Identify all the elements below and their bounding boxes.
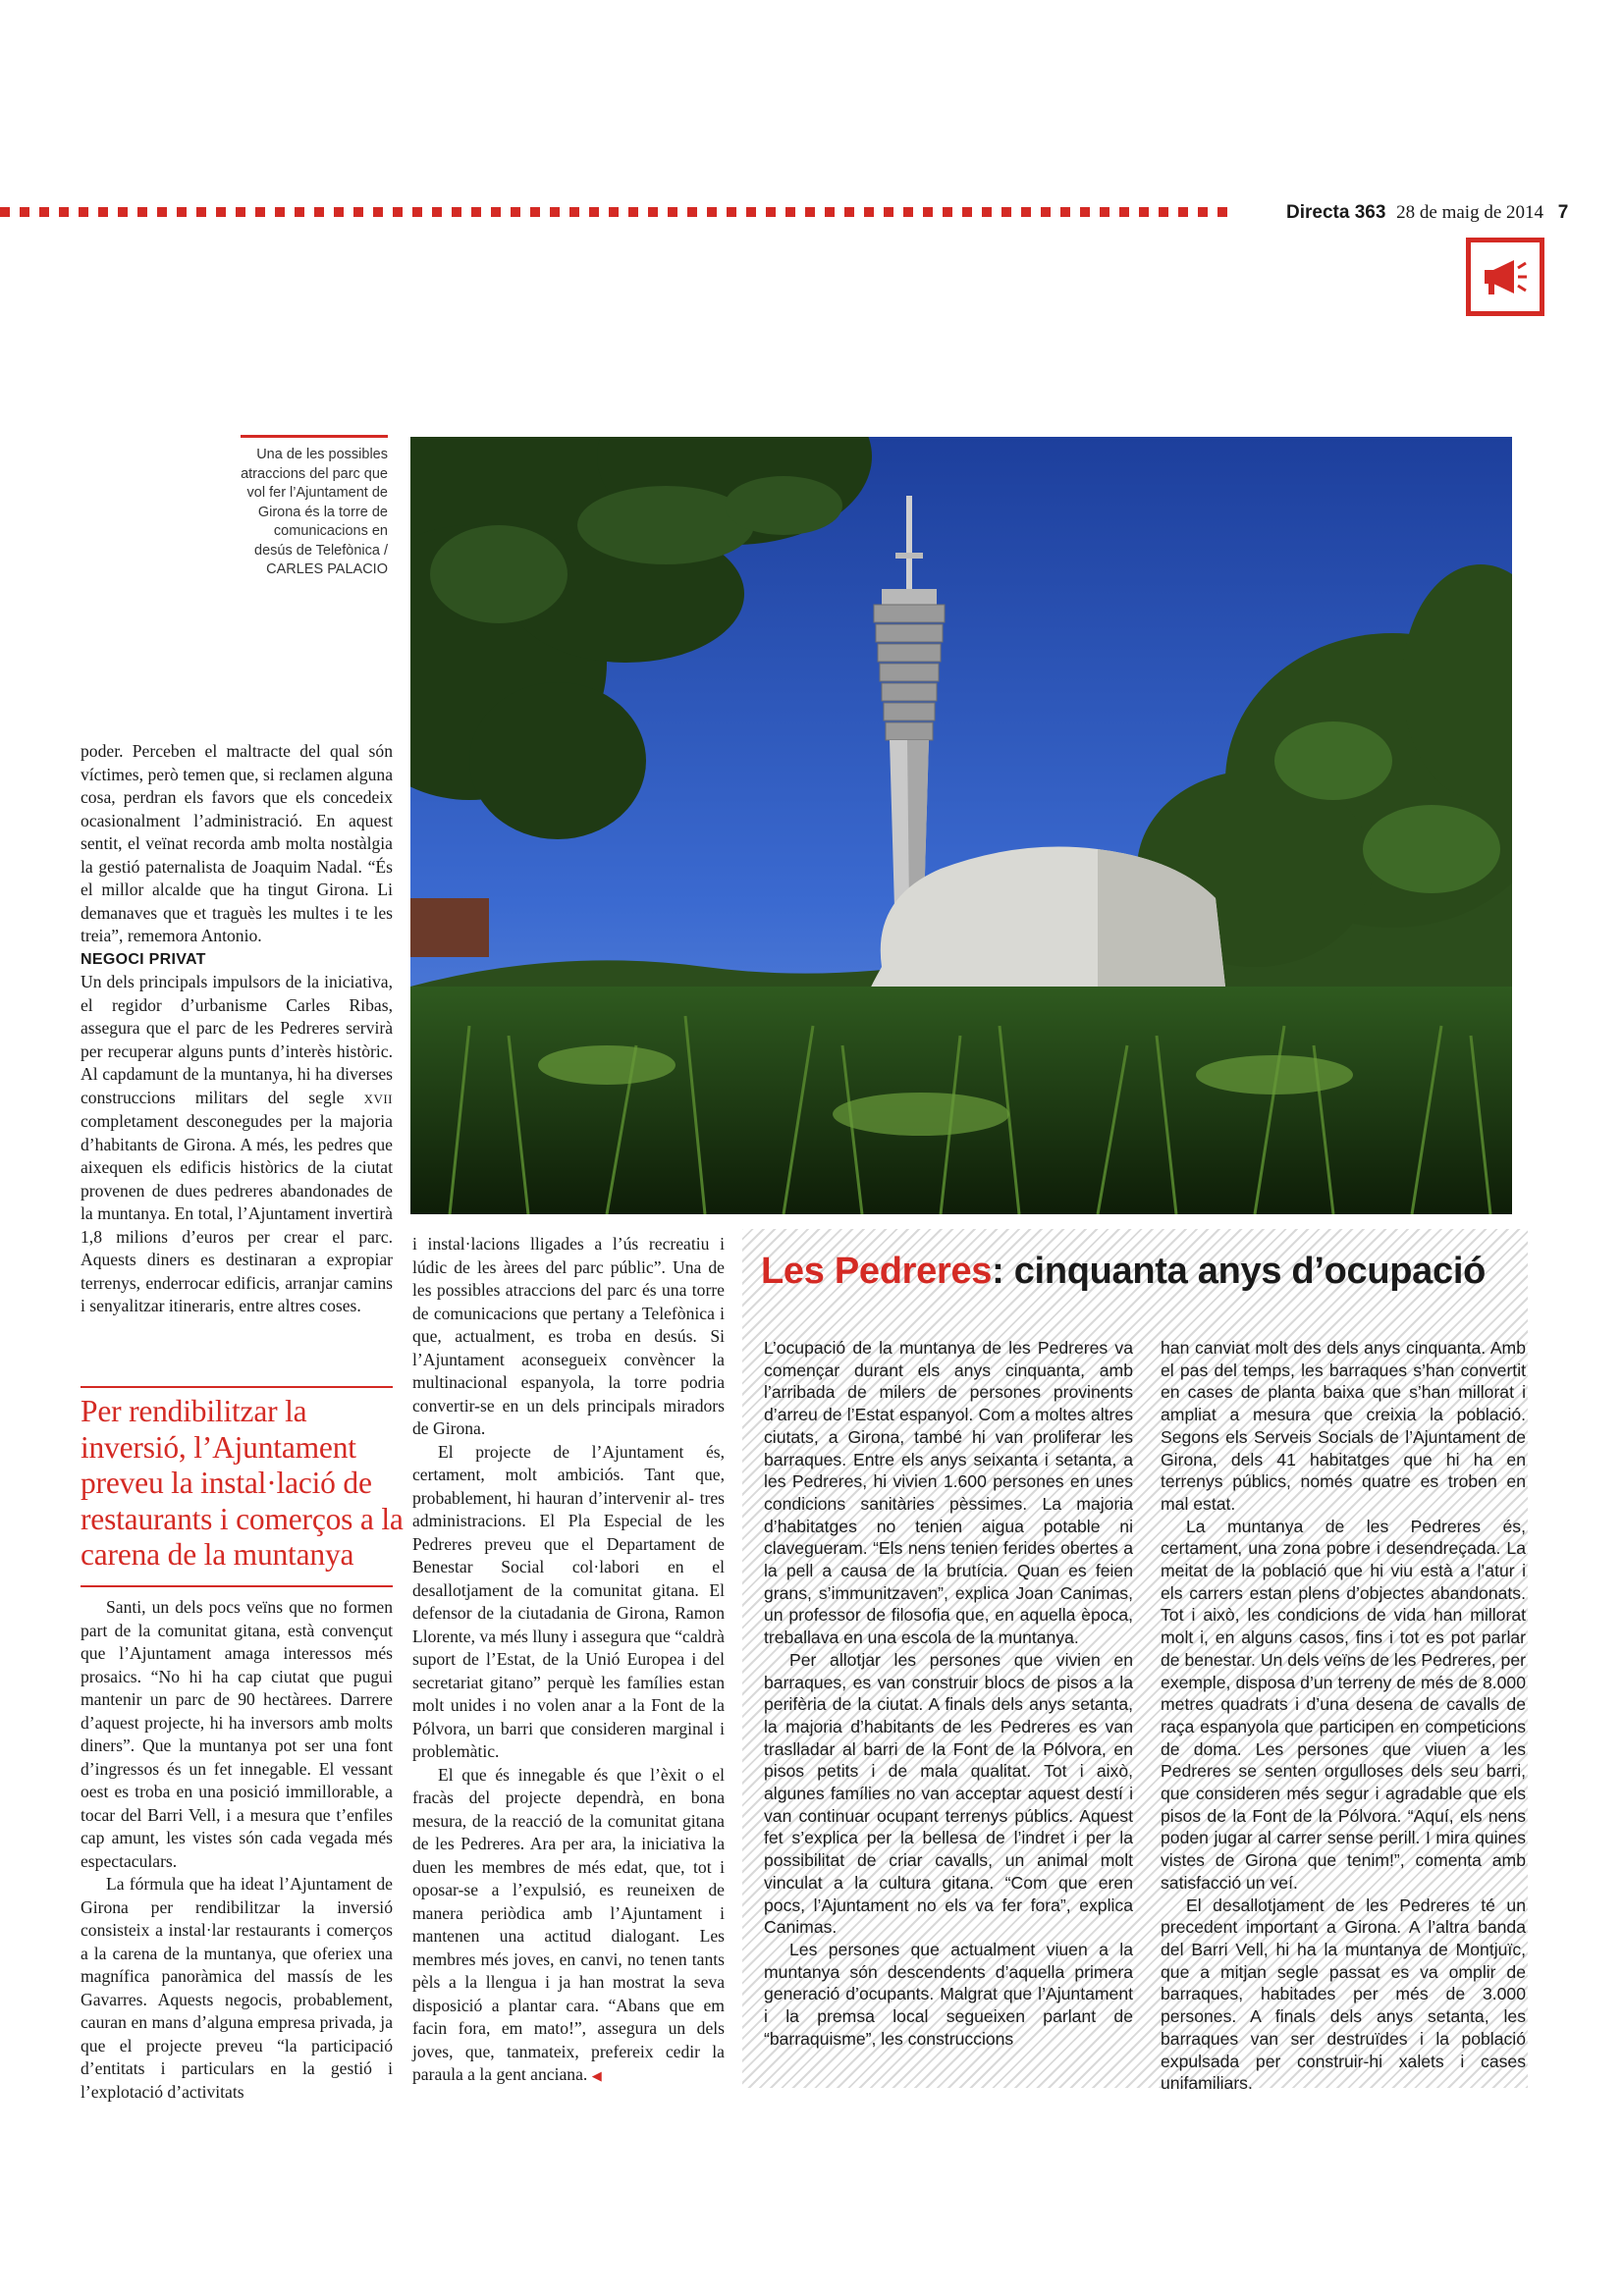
- article-paragraph: Un dels principals impulsors de la iniciativa, el regidor d’urbanisme Carles Ribas, assegura que el parc de les Pedreres servirà per recuperar alguns punts d’interès històric. Al capdamunt de la muntanya, hi ha diverses construccions militars del segle XVII completament desconegudes per la majoria d’habitants de Girona. A més, les pedres que aixequen els edificis històrics de la ciutat provenen de dues pedreres abandonades de la muntanya. En total, l’Ajuntament invertirà 1,8 milions d’euros per crear el parc. Aquests diners es destinaran a expropiar terrenys, enderrocar edificis, arranjar camins i senyalitzar itineraris, entre altres coses.: [81, 972, 393, 1315]
- sidebar-paragraph: L’ocupació de la muntanya de les Pedreres va començar durant els anys cinquanta, amb l’arribada de milers de persones provinents d’arreu de l’Estat espanyol. Com a moltes altres ciutats, a Girona, també hi van proliferar les barraques. Entre els anys seixanta i setanta, a les Pedreres, hi vivien 1.600 persones en unes condicions sanitàries pèssimes. La majoria d’habitatges no tenien aigua potable ni clavegueram. “Els nens tenien ferides obertes a la pell a causa de la brutícia. Quan es feien grans, s’immunitzaven”, explica Joan Canimas, un professor de filosofia que, en aquella època, treballava en una escola de la muntanya.: [764, 1338, 1133, 1648]
- article-paragraph: La fórmula que ha ideat l’Ajuntament de Girona per rendibilitzar la inversió consisteix a instal·lar restaurants i comerços a la carena de la muntanya, que oferiex una magnífica panoràmica del massís de les Gavarres. Aquests negocis, probablement, cauran en mans d’alguna empresa privada, ja que el projecte preveu “la participació d’entitats i particulars en la gestió i l’explotació d’activitats: [81, 1874, 393, 2102]
- megaphone-icon: [1481, 252, 1530, 301]
- sidebar-paragraph: han canviat molt des dels anys cinquanta. Amb el pas del temps, les barraques s’han convertit en cases de planta baixa que s’han millorat i ampliat a mesura que creixia la població. Segons els Serveis Socials de l’Ajuntament de Girona, dels 41 habitatges que hi ha en terrenys públics, només quatre es troben en mal estat.: [1161, 1338, 1526, 1514]
- article-paragraph: El que és innegable és que l’èxit o el fracàs del projecte dependrà, en bona mesura, de la reacció de la comunitat gitana de les Pedreres. Ara per ara, la iniciativa la duen les membres de més edat, que, tot i oposar-se a l’expulsió, es reuneixen de manera periòdica amb l’Ajuntament i mantenen una actitud dialogant. Les membres més joves, en canvi, no tenen tants pèls a la llengua i ja han mostrat la seva disposició a plantar cara. “Abans que em facin fora, em mato!”, assegura un dels joves, que, tanmateix, prefereix cedir la paraula a la gent anciana. ◀: [412, 1764, 725, 2084]
- page-number: 7: [1557, 202, 1569, 223]
- sidebar-paragraph: Les persones que actualment viuen a la muntanya són descendents d’aquella primera generació d’ocupants. Malgrat que l’Ajuntament i la premsa local segueixen parlant de “barraquisme”, les construccions: [764, 1939, 1133, 2049]
- article-paragraph: poder. Perceben el maltracte del qual són víctimes, però temen que, si reclamen alguna cosa, perdran els favors que els concedeix ocasionalment l’administració. En aquest sentit, el veïnat recorda amb molta nostàlgia la gestió paternalista de Joaquim Nadal. “És el millor alcalde que ha tingut Girona. Li demanaves que et traguès les multes i te les treia”, rememora Antonio.: [81, 741, 393, 945]
- pullquote-rule: [81, 1585, 393, 1587]
- article-paragraph: Santi, un dels pocs veïns que no formen part de la comunitat gitana, està convençut que l’Ajuntament amaga interessos més prosaics. “No hi ha cap ciutat que pugui mantenir un parc de 90 hectàrees. Darrere d’aquest projecte, hi ha inversors amb molts diners”. Que la muntanya pot ser una font d’ingressos és un fet innegable. El vessant oest es troba en una posició immillorable, a tocar del Barri Vell, i a mesura que t’enfiles cap amunt, les vistes són cada vegada més espectaculars.: [81, 1597, 393, 1871]
- sidebar-title: Les Pedreres: cinquanta anys d’ocupació: [761, 1251, 1486, 1292]
- article-col1-top: [81, 740, 393, 1318]
- article-photo: [410, 437, 1512, 1214]
- section-badge: [1466, 238, 1544, 316]
- photo-caption: Una de les possibles atraccions del parc que vol fer l’Ajuntament de Girona és la torre de comunicacions en desús de Telefònica / CARLES PALACIO: [241, 435, 388, 580]
- sidebar-col1: [764, 1337, 1133, 2051]
- article-paragraph: El projecte de l’Ajuntament és, certament, molt ambiciós. Tant que, probablement, hi hauran d’intervenir al- tres administracions. El Pla Especial de les Pedreres preveu que el Departament de Benestar Social col·labori en el desallotjament de la comunitat gitana. El defensor de la ciutadania de Girona, Ramon Llorente, va més lluny i assegura que “caldrà suport de l’Estat, de la Unió Europea i del secretariat gitano” perquè les famílies estan molt unides i no volen anar a la Font de la Pólvora, un barri que consideren marginal i problemàtic.: [412, 1441, 725, 1761]
- pullquote-rule: [81, 1386, 393, 1388]
- sidebar-paragraph: El desallotjament de les Pedreres té un precedent important a Girona. A l’altra banda del Barri Vell, hi ha la muntanya de Montjuïc, que a mitjan segle passat es va omplir de barraques, habitades per més de 3.000 persones. A finals dels anys setanta, les barraques van ser destruïdes i la població expulsada per construir-hi xalets i cases unifamiliars.: [1161, 1895, 1526, 2094]
- article-subhead: NEGOCI PRIVAT: [81, 950, 206, 968]
- sidebar-paragraph: La muntanya de les Pedreres és, certament, una zona pobre i desendreçada. La meitat de la població que hi viu està a l’atur i els carrers estan plens d’objectes abandonats. Tot i això, les condicions de vida han millorat molt i, en alguns casos, fins i tot es pot parlar de benestar. Un dels veïns de les Pedreres, per exemple, disposa d’un terreny de més de 8.000 metres quadrats i d’una desena de cavalls de raça espanyola que participen en competicions de doma. Les persones que viuen a les Pedreres se senten orgulloses dels seu barri, que consideren més segur i agradable que els pisos de la Font de la Pólvora. “Aquí, els nens poden jugar al carrer sense perill. I mira quines vistes de Girona que tenim!”, comenta amb satisfacció un veí.: [1161, 1516, 1526, 1893]
- article-col2: [412, 1233, 725, 2089]
- publication-name: Directa 363: [1286, 202, 1386, 223]
- article-paragraph: i instal·lacions lligades a l’ús recreatiu i lúdic de les àrees del parc públic”. Una de les possibles atraccions del parc és una torre de comunicacions que pertany a Telefònica i que, actualment, es troba en desús. Si l’Ajuntament aconsegueix convèncer la multinacional espanyola, la torre podria convertir-se en un dels principals miradors de Girona.: [412, 1234, 725, 1438]
- end-mark-icon: ◀: [591, 2069, 602, 2084]
- article-col1-bottom: [81, 1596, 393, 2104]
- photo-tower-horse: [410, 437, 1512, 1214]
- header-rule: [0, 207, 1232, 217]
- pullquote: Per rendibilitzar la inversió, l’Ajuntament preveu la instal·lació de restaurants i comerços a la carena de la muntanya: [81, 1394, 404, 1572]
- issue-date: 28 de maig de 2014: [1396, 202, 1544, 223]
- sidebar-col2: [1161, 1337, 1526, 2095]
- page-folio: [1286, 202, 1568, 224]
- sidebar-paragraph: Per allotjar les persones que vivien en barraques, es van construir blocs de pisos a la perifèria de la ciutat. A finals dels anys setanta, la majoria d’habitants de les Pedreres es van traslladar al barri de la Font de la Pólvora, en pisos petits i de mala qualitat. Tot i això, algunes famílies no van acceptar aquest destí i van continuar ocupant terrenys públics. Aquest fet s’explica per la bellesa de l’indret i per la possibilitat de criar cavalls, un animal molt vinculat a la cultura gitana. “Com que eren pocs, l’Ajuntament no els va fer fora”, explica Canimas.: [764, 1649, 1133, 1938]
